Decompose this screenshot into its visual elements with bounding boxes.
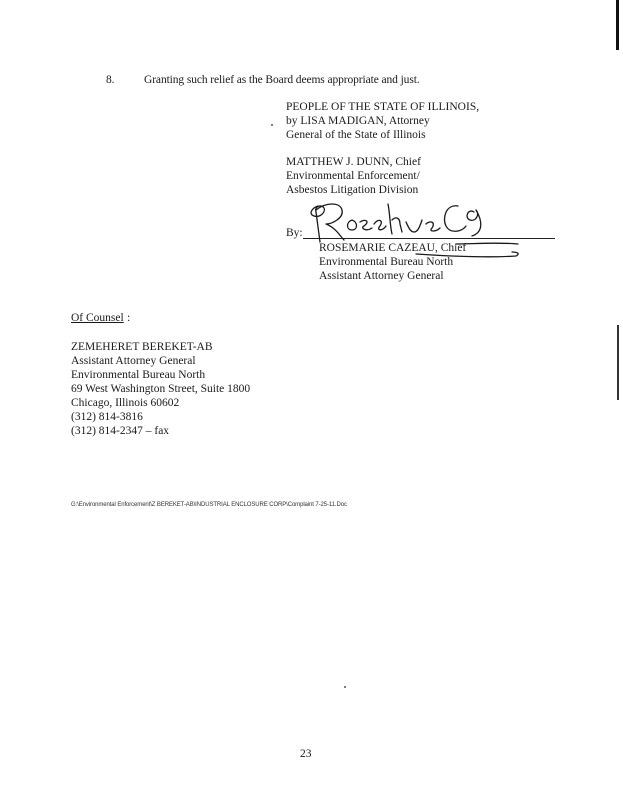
counsel-street-address: 69 West Washington Street, Suite 1800 bbox=[71, 383, 251, 395]
division-name-line2: Asbestos Litigation Division bbox=[286, 184, 419, 196]
division-chief-name: MATTHEW J. DUNN, Chief bbox=[286, 156, 421, 168]
attorney-general-line: by LISA MADIGAN, Attorney bbox=[286, 115, 430, 127]
of-counsel-colon: : bbox=[127, 312, 131, 324]
counsel-title: Assistant Attorney General bbox=[71, 355, 196, 367]
counsel-block bbox=[71, 340, 250, 438]
signer-name: ROSEMARIE CAZEAU, Chief bbox=[319, 242, 467, 254]
signer-block bbox=[319, 241, 466, 283]
scan-speck bbox=[344, 686, 346, 688]
counsel-city-address: Chicago, Illinois 60602 bbox=[71, 397, 180, 409]
page-number: 23 bbox=[300, 748, 312, 760]
attorney-general-title: General of the State of Illinois bbox=[286, 129, 426, 141]
plaintiff-name: PEOPLE OF THE STATE OF ILLINOIS, bbox=[286, 101, 480, 113]
counsel-fax: (312) 814-2347 – fax bbox=[71, 425, 170, 437]
of-counsel-label: Of Counsel bbox=[71, 312, 124, 324]
counsel-phone: (312) 814-3816 bbox=[71, 411, 143, 423]
file-path-footer: G:\Environmental Enforcement\Z BEREKET-AB\INDUSTRIAL ENCLOSURE CORP\Complaint 7-25-11.Doc bbox=[71, 502, 347, 508]
plaintiff-signature-block bbox=[286, 100, 479, 197]
scan-edge-mark bbox=[616, 0, 619, 50]
scan-edge-mark bbox=[617, 325, 619, 400]
signer-bureau: Environmental Bureau North bbox=[319, 256, 454, 268]
signer-title: Assistant Attorney General bbox=[319, 270, 444, 282]
counsel-bureau: Environmental Bureau North bbox=[71, 369, 206, 381]
relief-item-number: 8. bbox=[106, 74, 115, 86]
relief-item-text: Granting such relief as the Board deems appropriate and just. bbox=[144, 74, 420, 86]
division-name-line1: Environmental Enforcement/ bbox=[286, 170, 420, 182]
by-label: By: bbox=[286, 227, 303, 239]
scan-speck bbox=[271, 124, 273, 126]
counsel-name: ZEMEHERET BEREKET-AB bbox=[71, 341, 213, 353]
